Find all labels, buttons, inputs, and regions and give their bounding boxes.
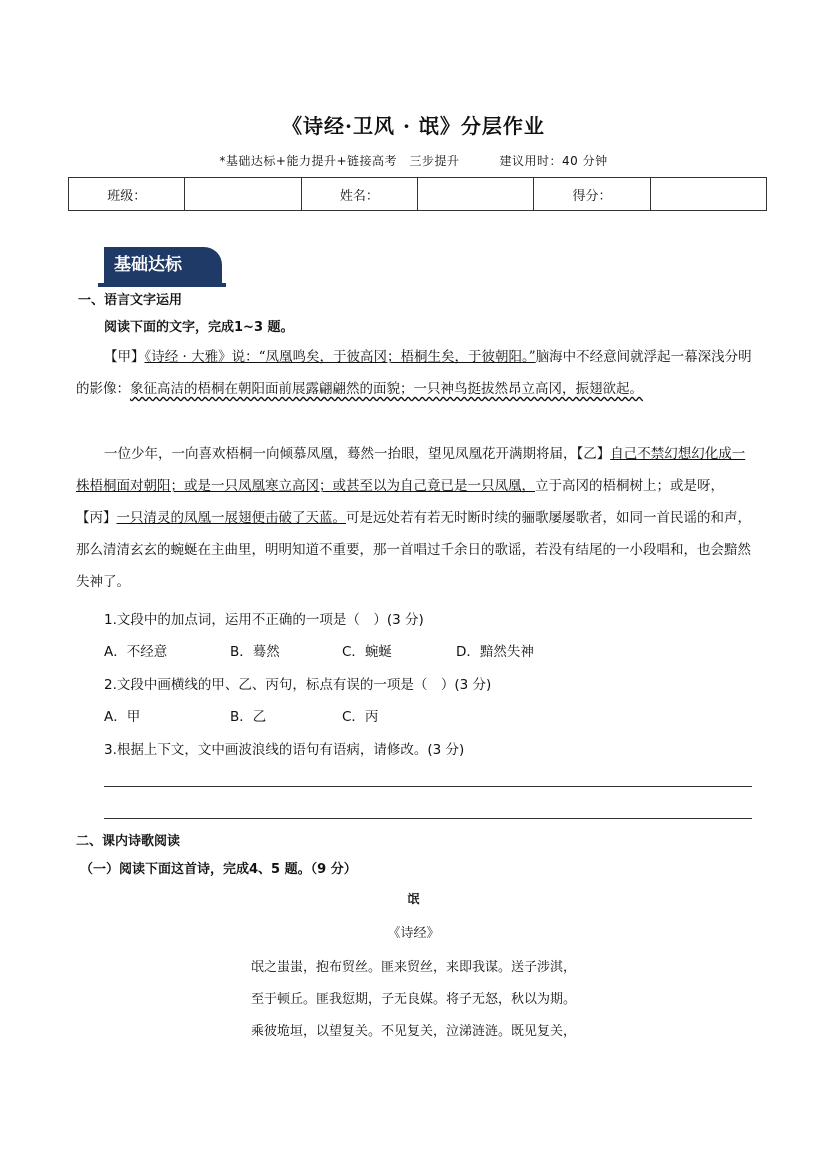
q1-option-b[interactable]: B．蓦然 [230, 644, 280, 660]
mark-jia: 【甲】 [104, 349, 145, 365]
q2-option-a[interactable]: A．甲 [104, 709, 141, 725]
poem-source: 《诗经》 [387, 926, 440, 941]
section1-heading: 一、语言文字运用 [78, 293, 183, 308]
q1-option-c[interactable]: C．蜿蜒 [342, 644, 392, 660]
sentence-yi: 自己不禁幻想幻化成一株梧桐面对朝阳；或是一只凤凰寒立高冈；或甚至以为自己竟已是一只凤凰， [76, 446, 746, 494]
section1-instruction: 阅读下面的文字，完成1~3 题。 [104, 320, 294, 335]
p2-text-e: 可是远处若有若无时断时续的骊歌屡屡歌者，如同一首民谣的和声，那么清清玄玄的蜿蜒在主曲里，明明知道不重要，那一首唱过千余日的歌谣，若没有结尾的一小段唱和，也会黯然失神了。 [76, 510, 751, 590]
p1-text: 脑海中不经意间就浮起一幕深浅分明的影像： [76, 349, 752, 397]
class-field[interactable] [185, 178, 301, 211]
subtitle-steps: *基础达标+能力提升+链接高考 三步提升 [219, 154, 460, 168]
section2-subheading: （一）阅读下面这首诗，完成4、5 题。（9 分） [80, 862, 357, 877]
answer-line-2[interactable] [104, 818, 752, 819]
question-3: 3.根据上下文，文中画波浪线的语句有语病，请修改。(3 分) [104, 742, 465, 758]
name-label: 姓名： [301, 178, 417, 211]
answer-line-1[interactable] [104, 786, 752, 787]
passage-paragraph-1 [76, 341, 752, 405]
score-field[interactable] [650, 178, 766, 211]
poem-line: 氓之蚩蚩，抱布贸丝。匪来贸丝，来即我谋。送子涉淇， [250, 960, 576, 975]
p2-text-c: 立于高冈的梧桐树上；或是呀， [535, 478, 724, 494]
mark-bing: 【丙】 [76, 510, 117, 526]
p2-text-a: 一位少年，一向喜欢梧桐一向倾慕凤凰，蓦然一抬眼，望见凤凰花开满期将届， [104, 446, 577, 462]
q1-option-d[interactable]: D．黯然失神 [456, 644, 534, 660]
section-banner: 基础达标 [104, 247, 222, 283]
poem-title: 氓 [407, 892, 420, 906]
name-field[interactable] [418, 178, 534, 211]
sentence-jia: 《诗经 · 大雅》说：“凤凰鸣矣，于彼高冈；梧桐生矣，于彼朝阳。” [144, 349, 536, 365]
wavy-sentence: 象征高洁的梧桐在朝阳面前展露翩翩然的面貌；一只神鸟挺拔然昂立高冈，振翅欲起。 [130, 381, 643, 397]
class-label: 班级： [69, 178, 185, 211]
mark-yi: 【乙】 [576, 446, 611, 462]
q1-option-a[interactable]: A．不经意 [104, 644, 168, 660]
sentence-bing: 一只清灵的凤凰一展翅便击破了天蓝。 [116, 510, 346, 526]
q2-option-b[interactable]: B．乙 [230, 709, 267, 725]
section2-heading: 二、课内诗歌阅读 [76, 834, 181, 849]
q2-option-c[interactable]: C．丙 [342, 709, 379, 725]
question-2: 2.文段中画横线的甲、乙、丙句，标点有误的一项是（ ）(3 分) [104, 677, 492, 693]
subtitle [0, 152, 827, 169]
info-table [68, 177, 767, 211]
poem-line: 乘彼垝垣，以望复关。不见复关，泣涕涟涟。既见复关， [250, 1024, 576, 1039]
question-1: 1.文段中的加点词，运用不正确的一项是（ ）(3 分) [104, 612, 424, 628]
passage-paragraph-2 [76, 438, 752, 598]
page-title: 《诗经·卫风 · 氓》分层作业 [282, 114, 545, 138]
poem-line: 至于顿丘。匪我愆期，子无良媒。将子无怒，秋以为期。 [250, 992, 576, 1007]
subtitle-time: 建议用时：40 分钟 [499, 154, 608, 168]
score-label: 得分： [534, 178, 650, 211]
